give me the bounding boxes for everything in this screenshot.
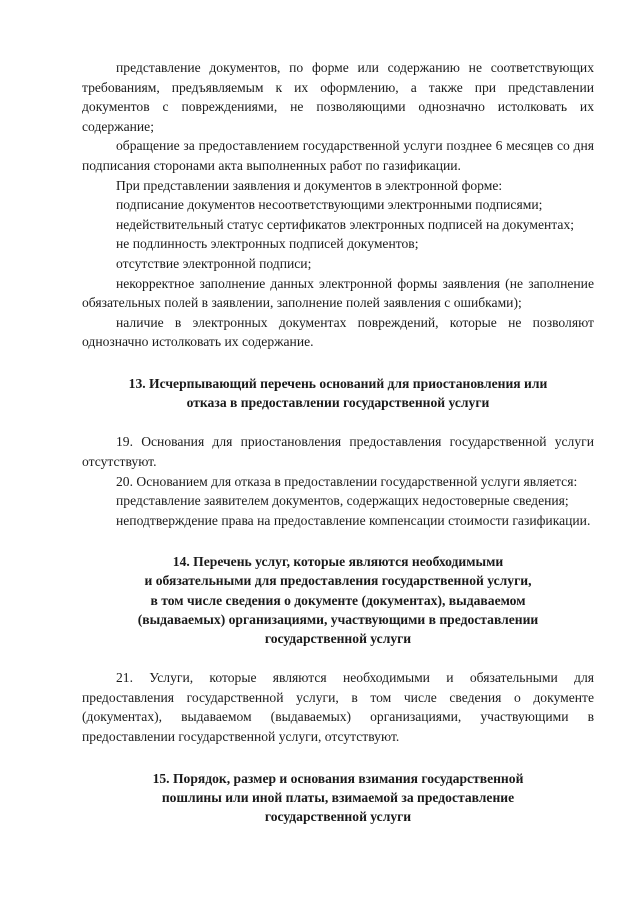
paragraph-electronic-form-intro: При представлении заявления и документов в электронной форме: (116, 177, 503, 193)
section-14-heading-line-4: (выдаваемых) организациями, участвующими в предоставлении (137, 611, 539, 627)
document-page (82, 58, 594, 826)
section-14-heading-line-5: государственной услуги (264, 631, 412, 647)
section-15-heading-line-1: 15. Порядок, размер и основания взимания государственной (152, 770, 524, 786)
paragraph-19: 19. Основания для приостановления предоставления государственной услуги отсутствуют. (82, 434, 594, 469)
grounds-refusal-list (82, 58, 594, 352)
section-13-body (82, 432, 594, 530)
section-14-body (82, 668, 594, 746)
section-13-heading (82, 374, 594, 412)
paragraph-late-application: обращение за предоставлением государственной услуги позднее 6 месяцев со дня подписания сторонами акта выполненных работ по газификации. (82, 138, 594, 173)
paragraph-21: 21. Услуги, которые являются необходимыми и обязательными для предоставления государственной услуги, в том числе сведения о документе (документах), выдаваемом (выдаваемых) организациями, участвующими в предоставлении государственной услуги, отсутствуют. (82, 670, 594, 745)
paragraph-improper-documents: представление документов, по форме или содержанию не соответствующих требованиям, предъявляемым к их оформлению, а также при представлении документов с повреждениями, не позволяющими однозначно истолковать их содержание; (82, 60, 594, 134)
paragraph-false-information: представление заявителем документов, содержащих недостоверные сведения; (116, 493, 569, 509)
paragraph-incorrect-form-filling: некорректное заполнение данных электронной формы заявления (не заполнение обязательных полей в заявлении, заполнение полей заявления с ошибками); (82, 275, 594, 311)
paragraph-unconfirmed-right: неподтверждение права на предоставление компенсации стоимости газификации. (116, 512, 591, 528)
section-15-heading-line-2: пошлины или иной платы, взимаемой за предоставление (161, 789, 515, 805)
section-15-heading-line-3: государственной услуги (264, 809, 412, 825)
section-14-heading-line-2: и обязательными для предоставления государственной услуги, (144, 573, 532, 589)
section-13-heading-line-2: отказа в предоставлении государственной услуги (186, 395, 490, 411)
section-14-heading-line-3: в том числе сведения о документе (документах), выдаваемом (150, 592, 526, 608)
paragraph-damaged-documents: наличие в электронных документах повреждений, которые не позволяют однозначно истолковать их содержание. (82, 314, 594, 350)
paragraph-invalid-certificates: недействительный статус сертификатов электронных подписей на документах; (116, 216, 575, 232)
paragraph-inauthentic-signatures: не подлинность электронных подписей документов; (116, 236, 419, 252)
paragraph-invalid-signatures: подписание документов несоответствующими электронными подписями; (116, 197, 543, 213)
section-14-heading (82, 552, 594, 648)
paragraph-missing-signature: отсутствие электронной подписи; (116, 255, 312, 271)
section-15-heading (82, 769, 594, 827)
section-14-heading-line-1: 14. Перечень услуг, которые являются необходимыми (172, 554, 504, 570)
section-13-heading-line-1: 13. Исчерпывающий перечень оснований для приостановления или (128, 375, 548, 391)
paragraph-20: 20. Основанием для отказа в предоставлении государственной услуги является: (116, 473, 578, 489)
